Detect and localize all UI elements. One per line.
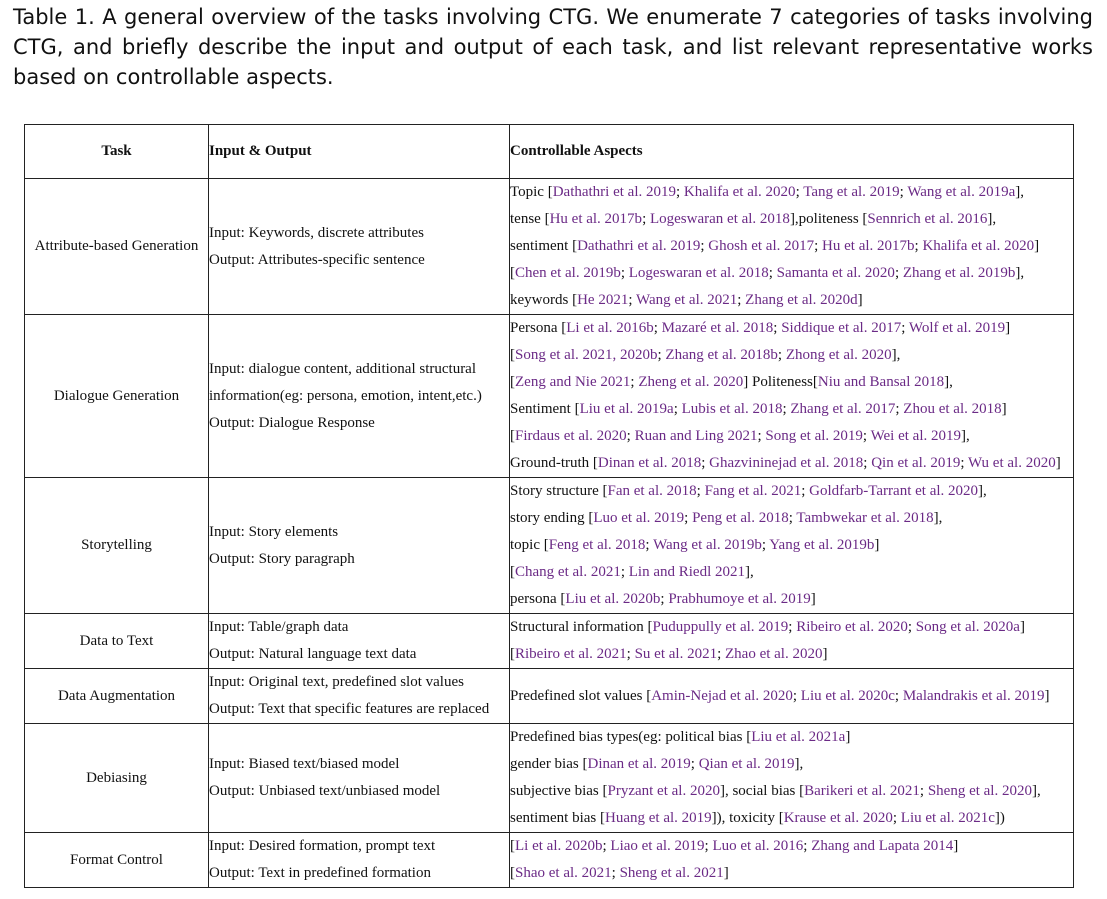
citation-link[interactable]: Wang et al. 2019a bbox=[907, 184, 1016, 200]
aspect-text: gender bias bbox=[510, 756, 583, 772]
aspect-text: Sentiment bbox=[510, 401, 575, 417]
aspect-text: ; bbox=[630, 374, 639, 390]
citation-link[interactable]: Liao et al. 2019 bbox=[610, 838, 705, 854]
aspect-text: ; bbox=[642, 211, 650, 227]
aspect-text: ; bbox=[620, 265, 629, 281]
citation-link[interactable]: Amin-Nejad et al. 2020 bbox=[651, 687, 793, 704]
aspect-text: ; bbox=[657, 347, 666, 363]
citation-link[interactable]: Luo et al. 2016 bbox=[712, 838, 804, 854]
io-line: Input: Desired formation, prompt text bbox=[209, 838, 436, 854]
aspect-text: [ bbox=[510, 838, 515, 854]
citation-link[interactable]: Shao et al. 2021 bbox=[515, 865, 612, 881]
aspect-text: [ bbox=[543, 537, 549, 553]
io-line: Input: Keywords, discrete attributes bbox=[209, 224, 424, 241]
header-controllable-aspects: Controllable Aspects bbox=[510, 125, 1074, 179]
aspect-text: Predefined slot values bbox=[510, 687, 647, 704]
io-line: information(eg: persona, emotion, intent,etc.) bbox=[209, 387, 482, 404]
citation-link[interactable]: Ribeiro et al. 2020 bbox=[796, 619, 908, 635]
io-line: Input: Table/graph data bbox=[209, 619, 349, 635]
table-row bbox=[25, 478, 1074, 614]
aspect-text: ; bbox=[653, 320, 662, 336]
aspect-text: Ground-truth bbox=[510, 455, 593, 471]
aspect-line bbox=[510, 287, 1073, 314]
aspect-text: ; bbox=[862, 428, 871, 444]
citation-link[interactable]: Li et al. 2020b bbox=[515, 838, 603, 854]
aspect-line bbox=[510, 559, 1073, 586]
aspect-text: ; bbox=[907, 619, 916, 635]
citation-link[interactable]: Ruan and Ling 2021 bbox=[634, 428, 758, 444]
citation-link[interactable]: Huang et al. 2019 bbox=[605, 810, 712, 826]
aspect-text: persona bbox=[510, 591, 561, 607]
citation-link[interactable]: Li et al. 2016b bbox=[566, 320, 654, 336]
aspect-text: topic bbox=[510, 537, 544, 553]
citation-link[interactable]: Song et al. 2020a bbox=[915, 619, 1020, 635]
aspects-cell bbox=[510, 179, 1074, 315]
citation-link[interactable]: Hu et al. 2017b bbox=[822, 238, 915, 254]
aspect-text: ; bbox=[676, 184, 684, 200]
table-row bbox=[25, 315, 1074, 478]
aspect-text: ; bbox=[684, 510, 693, 526]
aspect-text: [ bbox=[647, 619, 653, 635]
task-cell: Data to Text bbox=[25, 614, 209, 669]
aspects-cell bbox=[510, 724, 1074, 833]
aspect-text: ] bbox=[810, 591, 816, 607]
aspect-text: ], bbox=[944, 374, 953, 390]
aspect-text: sentiment bias bbox=[510, 810, 600, 826]
citation-link[interactable]: Khalifa et al. 2020 bbox=[683, 184, 796, 200]
header-input-output: Input & Output bbox=[209, 125, 510, 179]
aspect-text: ; bbox=[788, 619, 797, 635]
aspect-text: [ bbox=[547, 184, 553, 200]
task-cell: Debiasing bbox=[25, 724, 209, 833]
aspect-text: ],politeness [ bbox=[789, 211, 868, 227]
citation-link[interactable]: Dinan et al. 2018 bbox=[597, 455, 702, 471]
aspect-text: subjective bias bbox=[510, 783, 603, 799]
aspect-line bbox=[510, 641, 1073, 668]
io-line: Output: Attributes-specific sentence bbox=[209, 251, 425, 268]
aspect-text: ; bbox=[628, 292, 636, 308]
io-line: Input: Original text, predefined slot values bbox=[209, 674, 464, 690]
aspect-line bbox=[510, 342, 1073, 369]
citation-link[interactable]: Liu et al. 2021a bbox=[751, 729, 846, 745]
io-line: Output: Natural language text data bbox=[209, 646, 417, 662]
citation-link[interactable]: Logeswaran et al. 2018 bbox=[649, 211, 790, 227]
aspect-text: [ bbox=[510, 265, 515, 281]
aspect-text: ] bbox=[723, 865, 729, 881]
citation-link[interactable]: Tambwekar et al. 2018 bbox=[796, 510, 934, 526]
aspect-text: [ bbox=[510, 564, 515, 580]
aspect-text: ; bbox=[895, 401, 904, 417]
aspect-text: ; bbox=[894, 265, 903, 281]
aspect-line bbox=[510, 396, 1073, 423]
aspect-text: ], bbox=[978, 483, 987, 499]
aspect-text: ], bbox=[933, 510, 943, 526]
aspect-line bbox=[510, 586, 1073, 613]
citation-link[interactable]: Samanta et al. 2020 bbox=[776, 265, 895, 281]
citation-link[interactable]: Liu et al. 2021c bbox=[900, 810, 995, 826]
aspect-text: ; bbox=[761, 537, 770, 553]
aspect-text: ; bbox=[901, 320, 909, 336]
citation-link[interactable]: Wei et al. 2019 bbox=[870, 428, 961, 444]
aspect-text: ; bbox=[795, 184, 804, 200]
task-cell: Dialogue Generation bbox=[25, 315, 209, 478]
citation-link[interactable]: Zhang and Lapata 2014 bbox=[811, 838, 954, 854]
aspect-text: [ bbox=[510, 865, 515, 881]
citation-link[interactable]: Peng et al. 2018 bbox=[692, 510, 789, 526]
task-cell: Data Augmentation bbox=[25, 669, 209, 724]
aspect-text: ] bbox=[1001, 401, 1007, 417]
aspect-text: ; bbox=[782, 401, 791, 417]
aspect-text: ], social bias [ bbox=[719, 783, 805, 799]
aspect-text: ]), toxicity [ bbox=[711, 810, 784, 826]
aspect-text: ], bbox=[1015, 184, 1024, 200]
aspect-text: ; bbox=[919, 783, 928, 799]
citation-link[interactable]: Chen et al. 2019b bbox=[515, 265, 621, 281]
citation-link[interactable]: Luo et al. 2019 bbox=[593, 510, 685, 526]
citation-link[interactable]: Siddique et al. 2017 bbox=[781, 320, 902, 336]
aspect-text: [ bbox=[574, 401, 580, 417]
aspect-text: ] bbox=[822, 646, 828, 662]
aspect-text: ; bbox=[792, 687, 801, 704]
aspect-text: ; bbox=[863, 455, 872, 471]
aspect-text: ; bbox=[602, 838, 611, 854]
aspect-text: [ bbox=[592, 455, 598, 471]
citation-link[interactable]: Zhang et al. 2019b bbox=[902, 265, 1016, 281]
citation-link[interactable]: Liu et al. 2020c bbox=[800, 687, 895, 704]
aspect-text: ] bbox=[845, 729, 851, 745]
citation-link[interactable]: Chang et al. 2021 bbox=[515, 564, 621, 580]
citation-link[interactable]: Song et al. 2019 bbox=[765, 428, 863, 444]
aspect-text: Topic bbox=[510, 184, 548, 200]
aspect-text: ; bbox=[892, 810, 901, 826]
input-output-cell bbox=[209, 315, 510, 478]
aspect-text: Persona bbox=[510, 320, 562, 336]
aspect-text: ], bbox=[794, 756, 804, 772]
aspect-text: Story structure bbox=[510, 483, 603, 499]
task-cell: Format Control bbox=[25, 833, 209, 888]
citation-link[interactable]: Sheng et al. 2021 bbox=[619, 865, 724, 881]
table-row bbox=[25, 614, 1074, 669]
aspect-text: ] bbox=[1034, 238, 1040, 254]
aspect-text: [ bbox=[560, 591, 566, 607]
input-output-cell bbox=[209, 614, 510, 669]
aspect-text: [ bbox=[646, 687, 652, 704]
aspect-text: ; bbox=[788, 510, 797, 526]
aspect-text: ], bbox=[961, 428, 970, 444]
aspect-text: ], bbox=[891, 347, 901, 363]
ctg-tasks-table bbox=[24, 124, 1074, 888]
citation-link[interactable]: Khalifa et al. 2020 bbox=[922, 238, 1035, 254]
aspect-text: ] bbox=[874, 537, 880, 553]
aspect-line bbox=[510, 805, 1073, 832]
citation-link[interactable]: Lin and Riedl 2021 bbox=[628, 564, 745, 580]
aspect-text: sentiment bbox=[510, 238, 573, 254]
citation-link[interactable]: Barikeri et al. 2021 bbox=[804, 783, 920, 799]
aspect-text: ; bbox=[737, 292, 746, 308]
citation-link[interactable]: Dathathri et al. 2019 bbox=[552, 184, 676, 200]
aspect-text: [ bbox=[544, 211, 550, 227]
input-output-cell bbox=[209, 478, 510, 614]
aspect-line bbox=[510, 450, 1073, 477]
aspect-text: [ bbox=[746, 729, 752, 745]
aspect-text: ], bbox=[745, 564, 754, 580]
aspect-text: ; bbox=[620, 564, 629, 580]
io-line: Output: Text in predefined formation bbox=[209, 865, 431, 881]
aspect-line bbox=[510, 683, 1073, 710]
aspect-text: ; bbox=[696, 483, 705, 499]
aspect-text: Predefined bias types(eg: political bias bbox=[510, 729, 747, 745]
table-row bbox=[25, 724, 1074, 833]
citation-link[interactable]: Mazaré et al. 2018 bbox=[661, 320, 774, 336]
aspect-line bbox=[510, 751, 1073, 778]
aspect-text: ; bbox=[960, 455, 968, 471]
table-row bbox=[25, 669, 1074, 724]
citation-link[interactable]: Liu et al. 2020b bbox=[565, 591, 661, 607]
aspect-line bbox=[510, 233, 1073, 260]
aspect-line bbox=[510, 860, 1073, 887]
citation-link[interactable]: Wang et al. 2021 bbox=[635, 292, 738, 308]
aspect-text: ; bbox=[773, 320, 782, 336]
citation-link[interactable]: Hu et al. 2017b bbox=[549, 211, 643, 227]
aspect-text: ; bbox=[814, 238, 823, 254]
aspect-text: ; bbox=[700, 238, 709, 254]
aspect-text: ], bbox=[1031, 783, 1041, 799]
io-line: Input: Biased text/biased model bbox=[209, 756, 400, 772]
aspect-text: ; bbox=[717, 646, 725, 662]
aspects-cell bbox=[510, 614, 1074, 669]
aspect-text: ; bbox=[690, 756, 699, 772]
citation-link[interactable]: Fang et al. 2021 bbox=[704, 483, 802, 499]
citation-link[interactable]: Zhang et al. 2020d bbox=[745, 292, 858, 308]
aspect-text: [ bbox=[588, 510, 594, 526]
aspect-line bbox=[510, 206, 1073, 233]
table-row bbox=[25, 833, 1074, 888]
aspect-text: ; bbox=[704, 838, 713, 854]
aspect-text: ; bbox=[803, 838, 812, 854]
io-line: Output: Dialogue Response bbox=[209, 414, 375, 431]
aspect-line bbox=[510, 315, 1073, 342]
table-caption: Table 1. A general overview of the tasks involving CTG. We enumerate 7 categories of tasks involving CTG, and briefly describe the input and output of each task, and list relevant representative works based on controllable aspects. bbox=[13, 5, 1093, 89]
aspect-text: ; bbox=[611, 865, 620, 881]
citation-link[interactable]: Wang et al. 2019b bbox=[653, 537, 762, 553]
citation-link[interactable]: Zhong et al. 2020 bbox=[785, 347, 892, 363]
aspect-text: [ bbox=[600, 810, 605, 826]
aspect-text: ; bbox=[645, 537, 654, 553]
aspect-text: Structural information bbox=[510, 619, 648, 635]
citation-link[interactable]: Puduppully et al. 2019 bbox=[652, 619, 789, 635]
aspect-text: [ bbox=[602, 783, 608, 799]
citation-link[interactable]: Feng et al. 2018 bbox=[548, 537, 646, 553]
aspect-text: tense bbox=[510, 211, 545, 227]
citation-link[interactable]: Niu and Bansal 2018 bbox=[817, 374, 945, 390]
citation-link[interactable]: Goldfarb-Tarrant et al. 2020 bbox=[809, 483, 979, 499]
citation-link[interactable]: Tang et al. 2019 bbox=[803, 184, 900, 200]
aspects-cell bbox=[510, 669, 1074, 724]
citation-link[interactable]: Ghazvininejad et al. 2018 bbox=[709, 455, 864, 471]
aspect-text: ; bbox=[768, 265, 777, 281]
aspect-line bbox=[510, 505, 1073, 532]
aspect-text: ], bbox=[987, 211, 997, 227]
input-output-cell bbox=[209, 724, 510, 833]
aspect-text: ] bbox=[1044, 687, 1050, 704]
aspects-cell bbox=[510, 833, 1074, 888]
aspect-text: ; bbox=[894, 687, 903, 704]
aspect-line bbox=[510, 614, 1073, 641]
aspect-text: ; bbox=[701, 455, 710, 471]
aspect-text: ] bbox=[953, 838, 959, 854]
citation-link[interactable]: Firdaus et al. 2020 bbox=[515, 428, 627, 444]
citation-link[interactable]: Zhang et al. 2018b bbox=[665, 347, 778, 363]
task-cell: Storytelling bbox=[25, 478, 209, 614]
citation-link[interactable]: Liu et al. 2019a bbox=[579, 401, 674, 417]
citation-link[interactable]: Wu et al. 2020 bbox=[968, 455, 1056, 471]
aspect-line bbox=[510, 724, 1073, 751]
aspect-text: [ bbox=[572, 238, 578, 254]
citation-link[interactable]: Su et al. 2021 bbox=[634, 646, 718, 662]
citation-link[interactable]: Zhou et al. 2018 bbox=[903, 401, 1002, 417]
aspect-text: [ bbox=[561, 320, 567, 336]
aspect-text: ; bbox=[899, 184, 908, 200]
citation-link[interactable]: Qin et al. 2019 bbox=[871, 455, 961, 471]
aspect-text: [ bbox=[582, 756, 588, 772]
io-line: Input: Story elements bbox=[209, 523, 339, 540]
citation-link[interactable]: Lubis et al. 2018 bbox=[681, 401, 783, 417]
citation-link[interactable]: Sheng et al. 2020 bbox=[927, 783, 1032, 799]
citation-link[interactable]: Zeng and Nie 2021 bbox=[515, 374, 631, 390]
citation-link[interactable]: Malandrakis et al. 2019 bbox=[902, 687, 1045, 704]
aspect-text: ; bbox=[673, 401, 682, 417]
aspect-text: ], bbox=[1015, 265, 1025, 281]
aspect-text: [ bbox=[510, 347, 515, 363]
aspect-text: [ bbox=[510, 374, 515, 390]
aspect-text: ; bbox=[801, 483, 810, 499]
aspect-text: ] Politeness[ bbox=[743, 374, 818, 390]
citation-link[interactable]: Logeswaran et al. 2018 bbox=[628, 265, 769, 281]
citation-link[interactable]: Dathathri et al. 2019 bbox=[577, 238, 701, 254]
aspect-text: ; bbox=[626, 646, 635, 662]
aspect-text: [ bbox=[602, 483, 608, 499]
aspect-text: ; bbox=[757, 428, 766, 444]
aspect-text: keywords bbox=[510, 292, 573, 308]
input-output-cell bbox=[209, 669, 510, 724]
aspect-text: [ bbox=[572, 292, 578, 308]
citation-link[interactable]: Song et al. 2021, 2020b bbox=[515, 347, 658, 363]
citation-link[interactable]: Sennrich et al. 2016 bbox=[867, 211, 988, 227]
aspect-text: ]) bbox=[994, 810, 1005, 826]
task-cell: Attribute-based Generation bbox=[25, 179, 209, 315]
aspect-line bbox=[510, 532, 1073, 559]
aspect-text: [ bbox=[510, 428, 515, 444]
input-output-cell bbox=[209, 179, 510, 315]
io-line: Input: dialogue content, additional structural bbox=[209, 360, 477, 377]
aspect-text: ; bbox=[626, 428, 635, 444]
aspect-text: [ bbox=[510, 646, 515, 662]
aspect-line bbox=[510, 423, 1073, 450]
aspect-line bbox=[510, 778, 1073, 805]
aspect-text: ] bbox=[1005, 320, 1011, 336]
citation-link[interactable]: Wolf et al. 2019 bbox=[908, 320, 1006, 336]
aspects-cell bbox=[510, 315, 1074, 478]
aspect-line bbox=[510, 179, 1073, 206]
input-output-cell bbox=[209, 833, 510, 888]
aspect-line bbox=[510, 833, 1073, 860]
citation-link[interactable]: He 2021 bbox=[577, 292, 629, 308]
aspect-line bbox=[510, 369, 1073, 396]
io-line: Output: Text that specific features are replaced bbox=[209, 701, 490, 717]
citation-link[interactable]: Prabhumoye et al. 2019 bbox=[668, 591, 811, 607]
aspect-line bbox=[510, 260, 1073, 287]
aspect-text: story ending bbox=[510, 510, 589, 526]
aspect-text: ] bbox=[1055, 455, 1061, 471]
citation-link[interactable]: Pryzant et al. 2020 bbox=[607, 783, 720, 799]
aspect-text: ] bbox=[1019, 619, 1025, 635]
citation-link[interactable]: Ghosh et al. 2017 bbox=[708, 238, 815, 254]
table-row bbox=[25, 179, 1074, 315]
citation-link[interactable]: Yang et al. 2019b bbox=[769, 537, 875, 553]
aspect-text: ; bbox=[660, 591, 669, 607]
citation-link[interactable]: Ribeiro et al. 2021 bbox=[515, 646, 627, 662]
citation-link[interactable]: Zhang et al. 2017 bbox=[790, 401, 896, 417]
header-task: Task bbox=[25, 125, 209, 179]
aspect-text: ; bbox=[914, 238, 923, 254]
io-line: Output: Unbiased text/unbiased model bbox=[209, 783, 441, 799]
citation-link[interactable]: Dinan et al. 2019 bbox=[587, 756, 691, 772]
aspects-cell bbox=[510, 478, 1074, 614]
aspect-line bbox=[510, 478, 1073, 505]
citation-link[interactable]: Zhao et al. 2020 bbox=[725, 646, 823, 662]
aspect-text: ; bbox=[777, 347, 786, 363]
citation-link[interactable]: Fan et al. 2018 bbox=[607, 483, 697, 499]
citation-link[interactable]: Zheng et al. 2020 bbox=[638, 374, 744, 390]
header-row bbox=[25, 125, 1074, 179]
io-line: Output: Story paragraph bbox=[209, 550, 355, 567]
citation-link[interactable]: Qian et al. 2019 bbox=[698, 756, 795, 772]
citation-link[interactable]: Krause et al. 2020 bbox=[783, 810, 893, 826]
aspect-text: ] bbox=[857, 292, 863, 308]
